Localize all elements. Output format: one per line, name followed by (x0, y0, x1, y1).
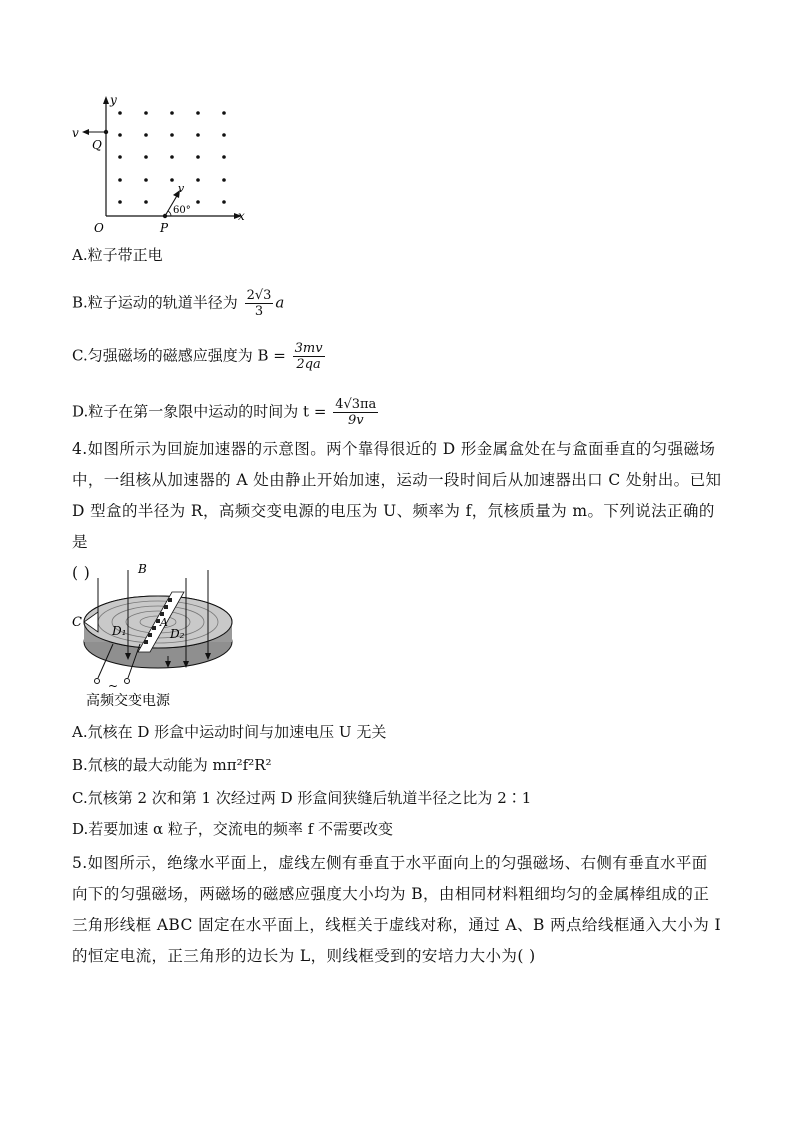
origin-label: O (94, 221, 104, 235)
fraction: $\frac{3mv}{2qa}$ (294, 341, 323, 372)
field-dots (118, 111, 226, 204)
ac-symbol: ~ (108, 679, 119, 693)
angle-label: 60° (173, 205, 191, 216)
q4-option-a: A.氘核在 D 形盒中运动时间与加速电压 U 无关 (72, 723, 387, 741)
velocity-q-label: v (72, 126, 79, 140)
field-b-label: B (138, 562, 147, 576)
q3-option-c: C.匀强磁场的磁感应强度为 B = $\frac{3mv}{2qa}$ (72, 341, 323, 372)
point-a-label: A (160, 616, 168, 629)
q4-option-c: C.氘核第 2 次和第 1 次经过两 D 形盒间狭缝后轨道半径之比为 2∶1 (72, 789, 532, 807)
point-q-label: Q (92, 138, 102, 152)
point-p-label: P (160, 221, 169, 235)
cyclotron-figure (68, 560, 248, 710)
magnetic-field-figure (68, 92, 258, 240)
fraction: $\frac{2√3}{3}$ (246, 288, 272, 319)
y-axis-label: y (110, 93, 117, 107)
q4-option-b: B.氘核的最大动能为 mπ²f²R² (72, 756, 272, 774)
question-4-stem: 4.如图所示为回旋加速器的示意图。两个靠得很近的 D 形金属盒处在与盒面垂直的匀强磁场 中，一组核从加速器的 A 处由静止开始加速，运动一段时间后从加速器出口 C 处射出。已知 D 型盒的半径为 R，高频交变电源的电压为 U、频率为 f，氘核质量为 m。下列说法正确的是 ( ) (72, 440, 722, 582)
d2-label: D₂ (170, 627, 185, 641)
q4-option-d: D.若要加速 α 粒子，交流电的频率 f 不需要改变 (72, 820, 394, 838)
x-axis-label: x (238, 209, 245, 223)
exit-c-label: C (72, 615, 82, 630)
q3-option-a: A.粒子带正电 (72, 246, 163, 264)
question-5-stem: 5.如图所示，绝缘水平面上，虚线左侧有垂直于水平面向上的匀强磁场、右侧有垂直水平面 向下的匀强磁场，两磁场的磁感应强度大小均为 B，由相同材料粗细均匀的金属棒组成的正 三角形线框 ABC 固定在水平面上，线框关于虚线对称，通过 A、B 两点给线框通入大小为 I 的恒定电流，正三角形的边长为 L，则线框受到的安培力大小为( ) (72, 854, 721, 965)
fraction: $\frac{4√3\pi a}{9v}$ (335, 397, 377, 428)
d1-label: D₁ (112, 624, 127, 638)
q3-option-b: B.粒子运动的轨道半径为 $\frac{2√3}{3}$ a (72, 288, 285, 319)
velocity-p-label: v (178, 182, 185, 195)
q3-option-d: D.粒子在第一象限中运动的时间为 t = $\frac{4√3\pi a}{9v}$ (72, 397, 377, 428)
power-caption: 高频交变电源 (86, 693, 170, 709)
